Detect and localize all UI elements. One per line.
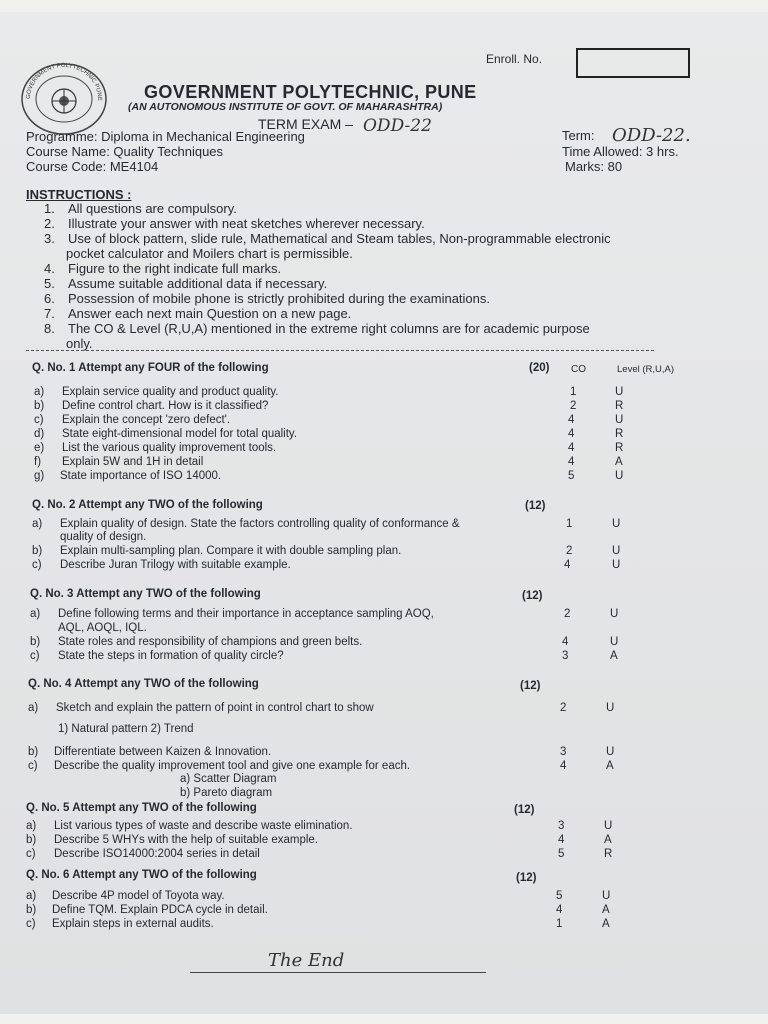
item-letter: a) bbox=[34, 386, 45, 398]
item-text: AQL, AOQL, IQL. bbox=[58, 622, 147, 634]
item-level: A bbox=[606, 760, 614, 772]
instruction-item: 6. Possession of mobile phone is strictly prohibited during the examinations. bbox=[44, 291, 491, 306]
item-level: A bbox=[615, 456, 623, 468]
institute-name: GOVERNMENT POLYTECHNIC, PUNE bbox=[144, 82, 477, 102]
item-co: 4 bbox=[558, 834, 565, 846]
item-co: 4 bbox=[568, 442, 575, 454]
item-co: 3 bbox=[560, 746, 567, 758]
item-co: 4 bbox=[562, 636, 569, 648]
exam-paper bbox=[0, 12, 768, 1014]
item-text: 1) Natural pattern 2) Trend bbox=[58, 723, 194, 735]
instruction-item: 1. All questions are compulsory. bbox=[44, 201, 237, 216]
item-text: Define TQM. Explain PDCA cycle in detail. bbox=[52, 904, 268, 916]
item-text: Explain quality of design. State the factors controlling quality of conformance & bbox=[60, 518, 460, 530]
item-text: Describe 4P model of Toyota way. bbox=[52, 890, 225, 902]
question-heading: Q. No. 4 Attempt any TWO of the following bbox=[28, 678, 259, 690]
item-co: 4 bbox=[568, 456, 575, 468]
item-co: 2 bbox=[570, 400, 577, 412]
item-level: U bbox=[615, 470, 624, 482]
question-marks: (12) bbox=[522, 590, 543, 602]
item-letter: a) bbox=[30, 608, 41, 620]
item-level: U bbox=[615, 414, 624, 426]
institute-subtitle: (AN AUTONOMOUS INSTITUTE OF GOVT. OF MAHARASHTRA) bbox=[128, 101, 443, 113]
question-heading: Q. No. 1 Attempt any FOUR of the following bbox=[32, 362, 269, 374]
item-co: 5 bbox=[558, 848, 565, 860]
instruction-item: 7. Answer each next main Question on a new page. bbox=[44, 306, 352, 321]
item-text: Describe Juran Trilogy with suitable example. bbox=[60, 559, 291, 571]
instructions-heading: INSTRUCTIONS : bbox=[26, 187, 132, 202]
item-text: List the various quality improvement tools. bbox=[62, 442, 277, 454]
item-level: U bbox=[606, 746, 615, 758]
item-letter: g) bbox=[34, 470, 45, 482]
question-heading: Q. No. 6 Attempt any TWO of the following bbox=[26, 869, 257, 881]
item-level: R bbox=[615, 428, 624, 440]
item-co: 4 bbox=[560, 760, 567, 772]
item-co: 2 bbox=[566, 545, 573, 557]
item-text: a) Scatter Diagram bbox=[180, 773, 277, 785]
item-letter: a) bbox=[26, 820, 37, 832]
item-co: 3 bbox=[558, 820, 565, 832]
item-letter: c) bbox=[32, 559, 42, 571]
time-allowed: Time Allowed: 3 hrs. bbox=[562, 144, 679, 159]
item-letter: b) bbox=[32, 545, 43, 557]
item-letter: a) bbox=[26, 890, 37, 902]
item-letter: c) bbox=[28, 760, 38, 772]
instruction-item: 8. The CO & Level (R,U,A) mentioned in the extreme right columns are for academic purpose bbox=[44, 321, 590, 336]
item-text: Sketch and explain the pattern of point in control chart to show bbox=[56, 702, 374, 714]
item-text: b) Pareto diagram bbox=[180, 787, 273, 799]
item-co: 4 bbox=[564, 559, 571, 571]
question-marks: (12) bbox=[520, 680, 541, 692]
item-level: U bbox=[610, 608, 619, 620]
question-marks: (12) bbox=[516, 872, 537, 884]
question-marks: (12) bbox=[514, 804, 535, 816]
item-level: R bbox=[604, 848, 613, 860]
item-text: Explain service quality and product quality. bbox=[62, 386, 279, 398]
item-text: Describe the quality improvement tool and give one example for each. bbox=[54, 760, 411, 772]
question-heading: Q. No. 5 Attempt any TWO of the following bbox=[26, 802, 257, 814]
item-letter: b) bbox=[34, 400, 45, 412]
item-text: Differentiate between Kaizen & Innovation. bbox=[54, 746, 272, 758]
item-letter: c) bbox=[26, 918, 36, 930]
instruction-item-continued: pocket calculator and Moilers chart is permissible. bbox=[66, 246, 353, 261]
item-level: U bbox=[604, 820, 613, 832]
level-column-header: Level (R,U,A) bbox=[617, 364, 675, 375]
item-letter: d) bbox=[34, 428, 45, 440]
enroll-no-label: Enroll. No. bbox=[486, 52, 543, 66]
programme: Programme: Diploma in Mechanical Engineering bbox=[26, 129, 305, 144]
item-level: U bbox=[610, 636, 619, 648]
item-letter: c) bbox=[26, 848, 36, 860]
item-level: U bbox=[612, 559, 621, 571]
exam-handwritten-session: ODD-22 bbox=[363, 116, 432, 136]
item-level: A bbox=[602, 918, 610, 930]
item-co: 3 bbox=[562, 650, 569, 662]
enroll-no-box bbox=[576, 48, 690, 78]
item-level: R bbox=[615, 400, 624, 412]
item-text: State eight-dimensional model for total quality. bbox=[62, 428, 298, 440]
item-level: U bbox=[612, 518, 621, 530]
item-co: 1 bbox=[556, 918, 563, 930]
item-text: Define following terms and their importance in acceptance sampling AOQ, bbox=[58, 608, 434, 620]
co-column-header: CO bbox=[571, 364, 586, 375]
item-letter: f) bbox=[34, 456, 42, 468]
item-level: A bbox=[602, 904, 610, 916]
item-text: State the steps in formation of quality circle? bbox=[58, 650, 284, 662]
item-letter: e) bbox=[34, 442, 45, 454]
item-text: Explain the concept 'zero defect'. bbox=[62, 414, 231, 426]
item-text: List various types of waste and describe waste elimination. bbox=[54, 820, 353, 832]
item-co: 1 bbox=[570, 386, 577, 398]
seal-text: GOVERNMENT POLYTECHNIC PUNE bbox=[25, 62, 103, 101]
question-heading: Q. No. 3 Attempt any TWO of the following bbox=[30, 588, 261, 600]
item-text: Describe ISO14000:2004 series in detail bbox=[54, 848, 260, 860]
item-level: U bbox=[602, 890, 611, 902]
item-level: R bbox=[615, 442, 624, 454]
end-line bbox=[190, 972, 486, 973]
item-letter: b) bbox=[28, 746, 39, 758]
instruction-item: 5. Assume suitable additional data if necessary. bbox=[44, 276, 328, 291]
item-letter: a) bbox=[28, 702, 39, 714]
item-level: A bbox=[610, 650, 618, 662]
item-letter: c) bbox=[34, 414, 44, 426]
item-level: A bbox=[604, 834, 612, 846]
term-handwritten: ODD-22. bbox=[612, 125, 691, 146]
item-letter: c) bbox=[30, 650, 40, 662]
question-heading: Q. No. 2 Attempt any TWO of the following bbox=[32, 499, 263, 511]
instruction-item: 4. Figure to the right indicate full marks. bbox=[44, 261, 282, 276]
institute-seal-logo bbox=[18, 59, 110, 135]
item-text: Explain multi-sampling plan. Compare it with double sampling plan. bbox=[60, 545, 402, 557]
question-marks: (20) bbox=[529, 362, 550, 374]
item-co: 1 bbox=[566, 518, 573, 530]
item-level: U bbox=[615, 386, 624, 398]
item-co: 2 bbox=[560, 702, 567, 714]
item-text: Define control chart. How is it classified? bbox=[62, 400, 269, 412]
item-letter: b) bbox=[26, 834, 37, 846]
item-level: U bbox=[606, 702, 615, 714]
item-text: Explain 5W and 1H in detail bbox=[62, 456, 204, 468]
item-text: Explain steps in external audits. bbox=[52, 918, 214, 930]
item-text: Describe 5 WHYs with the help of suitable example. bbox=[54, 834, 318, 846]
item-text: State importance of ISO 14000. bbox=[60, 470, 222, 482]
item-co: 4 bbox=[568, 428, 575, 440]
item-text: quality of design. bbox=[60, 531, 147, 543]
course-name: Course Name: Quality Techniques bbox=[26, 144, 224, 159]
question-marks: (12) bbox=[525, 500, 546, 512]
item-text: State roles and responsibility of champions and green belts. bbox=[58, 636, 363, 648]
end-handwritten-signature: The End bbox=[268, 950, 345, 971]
item-letter: b) bbox=[30, 636, 41, 648]
item-letter: b) bbox=[26, 904, 37, 916]
total-marks: Marks: 80 bbox=[565, 159, 623, 174]
term-label: Term: bbox=[562, 128, 595, 143]
instruction-item-continued: only. bbox=[66, 336, 93, 351]
item-co: 4 bbox=[568, 414, 575, 426]
instruction-item: 2. Illustrate your answer with neat sketches wherever necessary. bbox=[44, 216, 425, 231]
instruction-item: 3. Use of block pattern, slide rule, Mathematical and Steam tables, Non-programmable electronic bbox=[44, 231, 611, 246]
exam-title: TERM EXAM – bbox=[258, 116, 353, 132]
item-co: 2 bbox=[564, 608, 571, 620]
separator bbox=[26, 350, 654, 351]
course-code: Course Code: ME4104 bbox=[26, 159, 159, 174]
item-co: 5 bbox=[568, 470, 575, 482]
item-co: 5 bbox=[556, 890, 563, 902]
item-level: U bbox=[612, 545, 621, 557]
item-co: 4 bbox=[556, 904, 563, 916]
item-letter: a) bbox=[32, 518, 43, 530]
